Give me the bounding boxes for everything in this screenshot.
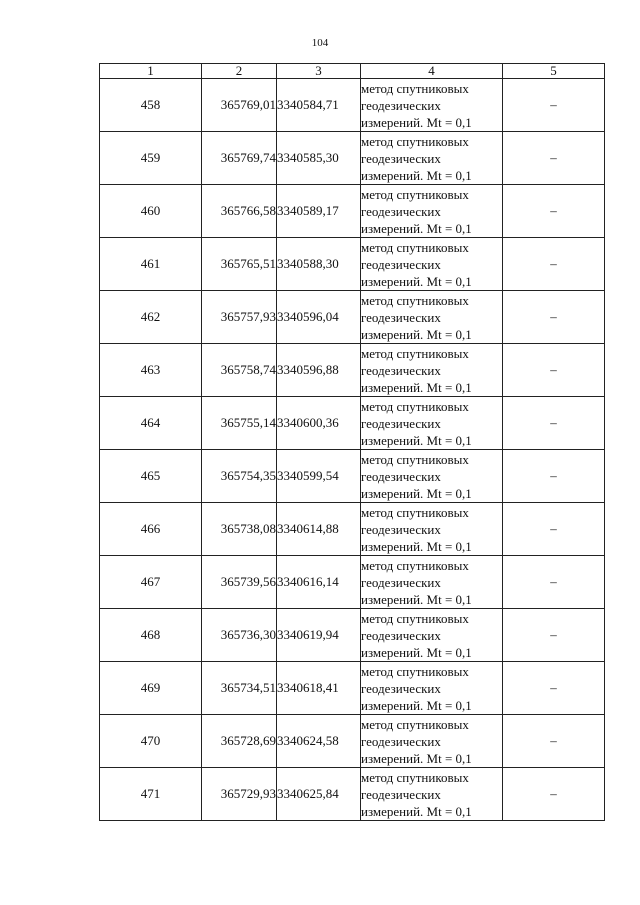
x-coordinate-cell: 365758,74 bbox=[202, 344, 277, 397]
table-row bbox=[100, 715, 605, 768]
note-cell: – bbox=[503, 344, 605, 397]
note-cell: – bbox=[503, 503, 605, 556]
point-number-cell: 465 bbox=[100, 450, 202, 503]
x-coordinate-cell: 365736,30 bbox=[202, 609, 277, 662]
x-coordinate-cell: 365769,74 bbox=[202, 132, 277, 185]
point-number-cell: 459 bbox=[100, 132, 202, 185]
note-cell: – bbox=[503, 79, 605, 132]
x-coordinate-cell: 365765,51 bbox=[202, 238, 277, 291]
y-coordinate-cell: 3340596,04 bbox=[277, 291, 361, 344]
table-row bbox=[100, 238, 605, 291]
page-number: 104 bbox=[311, 37, 329, 49]
note-cell: – bbox=[503, 662, 605, 715]
y-coordinate-cell: 3340614,88 bbox=[277, 503, 361, 556]
x-coordinate-cell: 365729,93 bbox=[202, 768, 277, 821]
point-number-cell: 460 bbox=[100, 185, 202, 238]
method-cell: метод спутниковых геодезических измерений. Mt = 0,1 bbox=[361, 132, 503, 185]
x-coordinate-cell: 365739,56 bbox=[202, 556, 277, 609]
note-cell: – bbox=[503, 609, 605, 662]
x-coordinate-cell: 365769,01 bbox=[202, 79, 277, 132]
y-coordinate-cell: 3340616,14 bbox=[277, 556, 361, 609]
point-number-cell: 470 bbox=[100, 715, 202, 768]
y-coordinate-cell: 3340588,30 bbox=[277, 238, 361, 291]
y-coordinate-cell: 3340599,54 bbox=[277, 450, 361, 503]
method-cell: метод спутниковых геодезических измерений. Mt = 0,1 bbox=[361, 291, 503, 344]
header-col-5: 5 bbox=[503, 64, 605, 79]
table-row bbox=[100, 185, 605, 238]
point-number-cell: 471 bbox=[100, 768, 202, 821]
method-cell: метод спутниковых геодезических измерений. Mt = 0,1 bbox=[361, 450, 503, 503]
method-cell: метод спутниковых геодезических измерений. Mt = 0,1 bbox=[361, 768, 503, 821]
point-number-cell: 466 bbox=[100, 503, 202, 556]
method-cell: метод спутниковых геодезических измерений. Mt = 0,1 bbox=[361, 503, 503, 556]
method-cell: метод спутниковых геодезических измерений. Mt = 0,1 bbox=[361, 185, 503, 238]
table-body bbox=[100, 79, 605, 821]
point-number-cell: 468 bbox=[100, 609, 202, 662]
table-row bbox=[100, 291, 605, 344]
x-coordinate-cell: 365766,58 bbox=[202, 185, 277, 238]
table-row bbox=[100, 397, 605, 450]
method-cell: метод спутниковых геодезических измерений. Mt = 0,1 bbox=[361, 79, 503, 132]
x-coordinate-cell: 365738,08 bbox=[202, 503, 277, 556]
header-col-1: 1 bbox=[100, 64, 202, 79]
note-cell: – bbox=[503, 715, 605, 768]
note-cell: – bbox=[503, 768, 605, 821]
y-coordinate-cell: 3340619,94 bbox=[277, 609, 361, 662]
header-col-4: 4 bbox=[361, 64, 503, 79]
y-coordinate-cell: 3340618,41 bbox=[277, 662, 361, 715]
y-coordinate-cell: 3340589,17 bbox=[277, 185, 361, 238]
x-coordinate-cell: 365754,35 bbox=[202, 450, 277, 503]
header-col-2: 2 bbox=[202, 64, 277, 79]
method-cell: метод спутниковых геодезических измерений. Mt = 0,1 bbox=[361, 715, 503, 768]
header-col-3: 3 bbox=[277, 64, 361, 79]
table-header-row bbox=[100, 64, 605, 79]
x-coordinate-cell: 365755,14 bbox=[202, 397, 277, 450]
table-row bbox=[100, 609, 605, 662]
x-coordinate-cell: 365757,93 bbox=[202, 291, 277, 344]
coordinates-table bbox=[99, 63, 605, 821]
table-row bbox=[100, 768, 605, 821]
table-row bbox=[100, 503, 605, 556]
point-number-cell: 467 bbox=[100, 556, 202, 609]
point-number-cell: 462 bbox=[100, 291, 202, 344]
note-cell: – bbox=[503, 185, 605, 238]
note-cell: – bbox=[503, 291, 605, 344]
note-cell: – bbox=[503, 556, 605, 609]
point-number-cell: 458 bbox=[100, 79, 202, 132]
table-row bbox=[100, 132, 605, 185]
method-cell: метод спутниковых геодезических измерений. Mt = 0,1 bbox=[361, 397, 503, 450]
method-cell: метод спутниковых геодезических измерений. Mt = 0,1 bbox=[361, 238, 503, 291]
y-coordinate-cell: 3340625,84 bbox=[277, 768, 361, 821]
table-row bbox=[100, 662, 605, 715]
x-coordinate-cell: 365734,51 bbox=[202, 662, 277, 715]
y-coordinate-cell: 3340596,88 bbox=[277, 344, 361, 397]
table-row bbox=[100, 344, 605, 397]
y-coordinate-cell: 3340585,30 bbox=[277, 132, 361, 185]
note-cell: – bbox=[503, 397, 605, 450]
point-number-cell: 461 bbox=[100, 238, 202, 291]
table-row bbox=[100, 556, 605, 609]
table-row bbox=[100, 450, 605, 503]
point-number-cell: 463 bbox=[100, 344, 202, 397]
point-number-cell: 469 bbox=[100, 662, 202, 715]
note-cell: – bbox=[503, 450, 605, 503]
table-row bbox=[100, 79, 605, 132]
point-number-cell: 464 bbox=[100, 397, 202, 450]
y-coordinate-cell: 3340600,36 bbox=[277, 397, 361, 450]
method-cell: метод спутниковых геодезических измерений. Mt = 0,1 bbox=[361, 344, 503, 397]
y-coordinate-cell: 3340584,71 bbox=[277, 79, 361, 132]
y-coordinate-cell: 3340624,58 bbox=[277, 715, 361, 768]
method-cell: метод спутниковых геодезических измерений. Mt = 0,1 bbox=[361, 609, 503, 662]
note-cell: – bbox=[503, 238, 605, 291]
note-cell: – bbox=[503, 132, 605, 185]
method-cell: метод спутниковых геодезических измерений. Mt = 0,1 bbox=[361, 662, 503, 715]
method-cell: метод спутниковых геодезических измерений. Mt = 0,1 bbox=[361, 556, 503, 609]
x-coordinate-cell: 365728,69 bbox=[202, 715, 277, 768]
